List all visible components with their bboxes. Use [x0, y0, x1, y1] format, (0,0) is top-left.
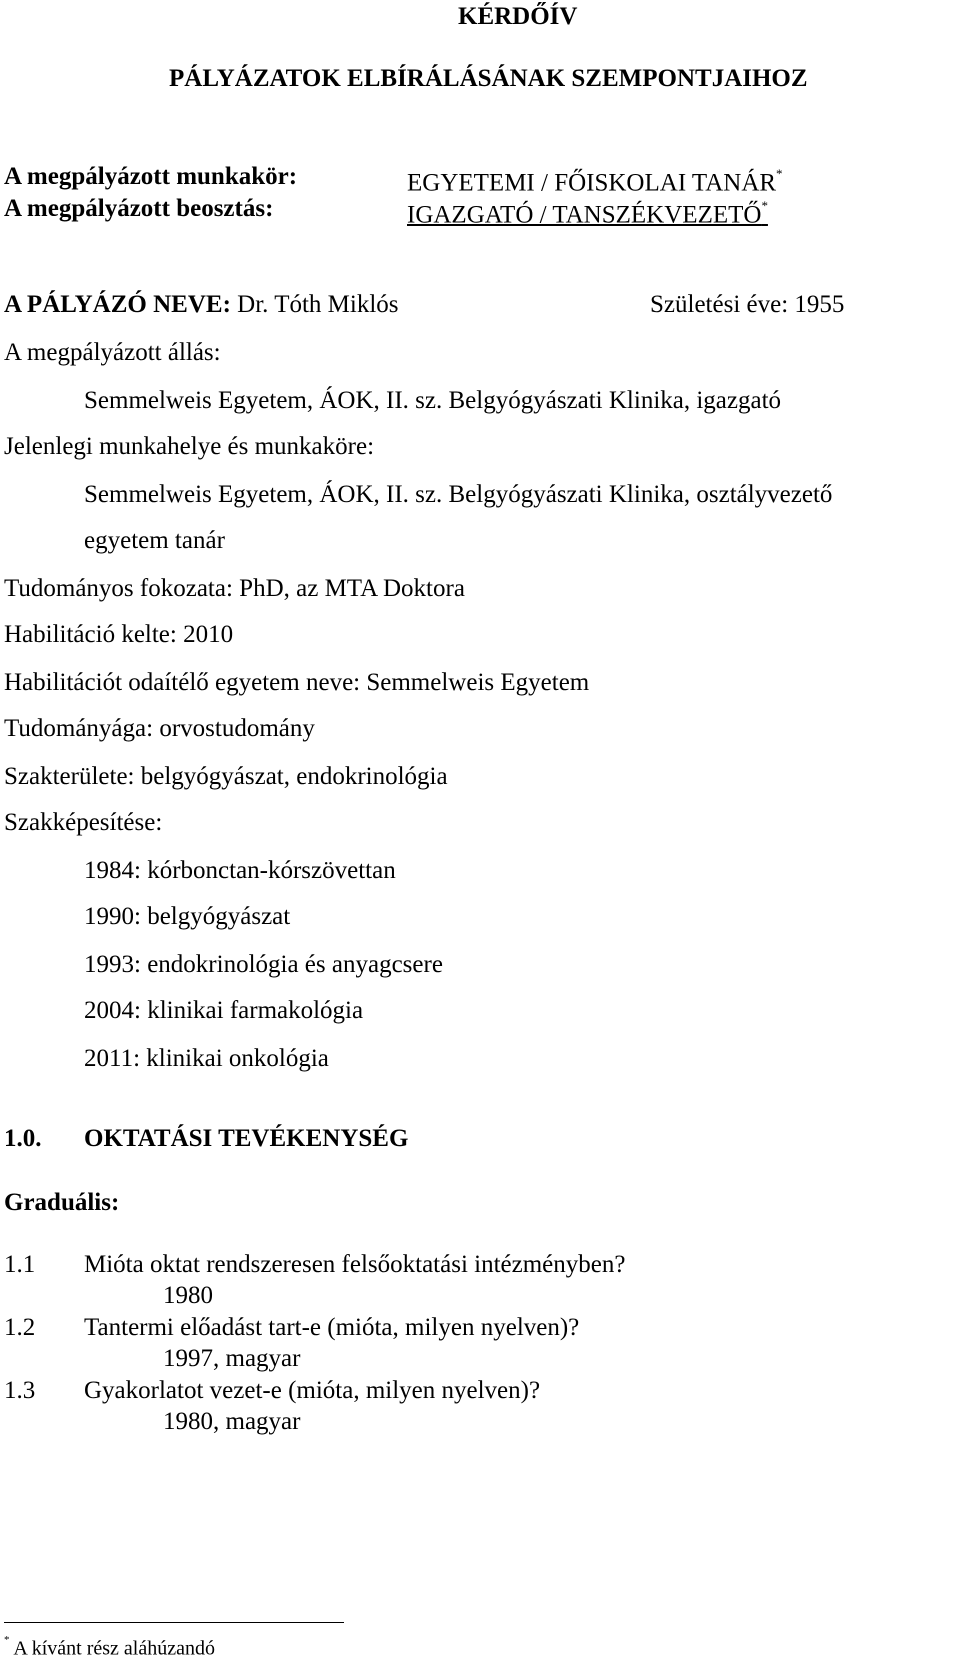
- qualification-item: 1984: kórbonctan-kórszövettan: [84, 857, 396, 884]
- name-value: Dr. Tóth Miklós: [237, 291, 399, 318]
- applied-label: A megpályázott állás:: [4, 339, 221, 366]
- question-number: 1.2: [4, 1314, 36, 1341]
- question-answer: 1980: [163, 1282, 213, 1309]
- footnote-text: A kívánt rész aláhúzandó: [13, 1637, 215, 1660]
- question-number: 1.1: [4, 1251, 36, 1278]
- footnote-marker: *: [776, 166, 783, 181]
- question-number: 1.3: [4, 1377, 36, 1404]
- current-value-2: egyetem tanár: [84, 527, 225, 554]
- document-title: KÉRDŐÍV: [458, 3, 578, 30]
- job-label: A megpályázott munkakör:: [4, 163, 298, 190]
- habilitation-university: Habilitációt odaítélő egyetem neve: Semmelweis Egyetem: [4, 669, 590, 696]
- qualification-item: 1993: endokrinológia és anyagcsere: [84, 951, 443, 978]
- current-value-1: Semmelweis Egyetem, ÁOK, II. sz. Belgyógyászati Klinika, osztályvezető: [84, 481, 833, 508]
- footnote: [4, 1632, 215, 1661]
- birth-label: Születési éve:: [650, 291, 789, 318]
- degree: Tudományos fokozata: PhD, az MTA Doktora: [4, 575, 465, 602]
- question-text: Gyakorlatot vezet-e (mióta, milyen nyelven)?: [84, 1377, 541, 1404]
- applied-value: Semmelweis Egyetem, ÁOK, II. sz. Belgyógyászati Klinika, igazgató: [84, 387, 782, 414]
- current-label: Jelenlegi munkahelye és munkaköre:: [4, 433, 375, 460]
- footnote-marker: *: [4, 1634, 10, 1646]
- job-value: EGYETEMI / FŐISKOLAI TANÁR*: [407, 166, 783, 197]
- footnote-separator: [4, 1622, 344, 1623]
- role-value: IGAZGATÓ / TANSZÉKVEZETŐ*: [407, 198, 768, 229]
- habilitation-date: Habilitáció kelte: 2010: [4, 621, 234, 648]
- birth-year: [650, 290, 844, 320]
- section-title: OKTATÁSI TEVÉKENYSÉG: [84, 1125, 409, 1152]
- applicant-name: [4, 290, 399, 320]
- qualifications-label: Szakképesítése:: [4, 809, 163, 836]
- role-label: A megpályázott beosztás:: [4, 195, 274, 222]
- qualification-item: 2011: klinikai onkológia: [84, 1045, 329, 1072]
- name-label: A PÁLYÁZÓ NEVE:: [4, 291, 231, 318]
- document-subtitle: PÁLYÁZATOK ELBÍRÁLÁSÁNAK SZEMPONTJAIHOZ: [169, 65, 808, 92]
- question-text: Tantermi előadást tart-e (mióta, milyen nyelven)?: [84, 1314, 580, 1341]
- field: Tudományága: orvostudomány: [4, 715, 315, 742]
- birth-value: 1955: [794, 291, 845, 318]
- question-answer: 1980, magyar: [163, 1408, 301, 1435]
- question-text: Mióta oktat rendszeresen felsőoktatási intézményben?: [84, 1251, 626, 1278]
- section-subheading: Graduális:: [4, 1189, 120, 1216]
- qualification-item: 1990: belgyógyászat: [84, 903, 291, 930]
- qualification-item: 2004: klinikai farmakológia: [84, 997, 364, 1024]
- section-number: 1.0.: [4, 1125, 42, 1152]
- specialty: Szakterülete: belgyógyászat, endokrinológia: [4, 763, 448, 790]
- footnote-marker: *: [761, 198, 768, 213]
- question-answer: 1997, magyar: [163, 1345, 301, 1372]
